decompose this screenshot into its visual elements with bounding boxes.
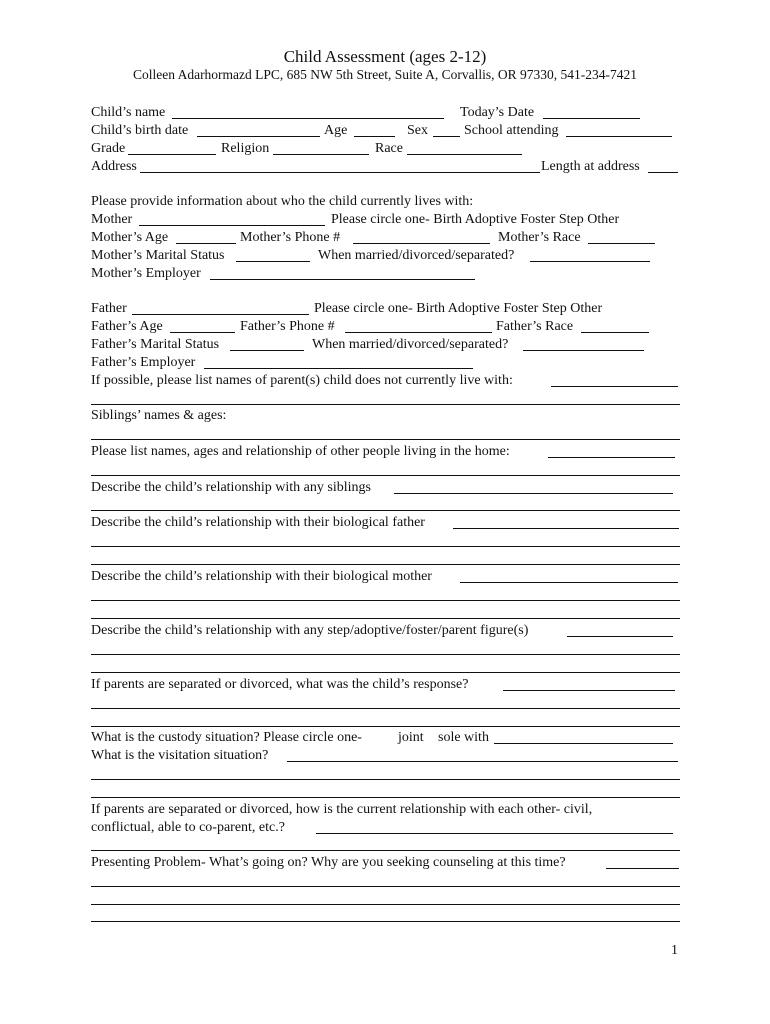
answer-line[interactable] xyxy=(91,546,680,547)
answer-line[interactable] xyxy=(91,510,680,511)
mother-name-field[interactable] xyxy=(139,211,325,226)
custody-label: What is the custody situation? Please circle one- xyxy=(91,730,362,745)
presenting-problem-field[interactable] xyxy=(606,854,679,869)
mothers-race-label: Mother’s Race xyxy=(498,230,581,245)
answer-line[interactable] xyxy=(91,779,680,780)
answer-line[interactable] xyxy=(91,797,680,798)
row-mother xyxy=(91,211,681,229)
mothers-employer-field[interactable] xyxy=(210,265,475,280)
row-divorce-response xyxy=(91,676,681,694)
row-grade xyxy=(91,140,681,158)
others-in-home-label: Please list names, ages and relationship of other people living in the home: xyxy=(91,444,510,459)
mother-when-married-label: When married/divorced/separated? xyxy=(318,248,515,263)
rel-siblings-field[interactable] xyxy=(394,479,673,494)
rel-step-field[interactable] xyxy=(567,622,673,637)
form-title: Child Assessment (ages 2-12) xyxy=(283,47,487,66)
mothers-marital-field[interactable] xyxy=(236,247,310,262)
row-current-rel-2 xyxy=(91,819,681,837)
rel-mother-label: Describe the child’s relationship with their biological mother xyxy=(91,569,432,584)
todays-date-label: Today’s Date xyxy=(460,105,535,120)
row-child-name xyxy=(91,104,681,122)
fathers-employer-field[interactable] xyxy=(204,354,473,369)
age-label: Age xyxy=(324,123,348,138)
answer-line[interactable] xyxy=(91,850,680,851)
fathers-marital-label: Father’s Marital Status xyxy=(91,337,220,352)
answer-line[interactable] xyxy=(91,672,680,673)
lives-with-prompt-text: Please provide information about who the child currently lives with: xyxy=(91,194,474,209)
answer-line[interactable] xyxy=(91,564,680,565)
answer-line[interactable] xyxy=(91,475,680,476)
fathers-employer-label: Father’s Employer xyxy=(91,355,196,370)
answer-line[interactable] xyxy=(91,618,680,619)
mothers-marital-label: Mother’s Marital Status xyxy=(91,248,225,263)
presenting-problem-label: Presenting Problem- What’s going on? Why are you seeking counseling at this time? xyxy=(91,855,566,870)
rel-step-label: Describe the child’s relationship with any step/adoptive/foster/parent figure(s) xyxy=(91,623,529,638)
answer-line[interactable] xyxy=(91,404,680,405)
fathers-race-field[interactable] xyxy=(581,318,649,333)
father-when-married-label: When married/divorced/separated? xyxy=(312,337,509,352)
divorce-response-label: If parents are separated or divorced, what was the child’s response? xyxy=(91,677,469,692)
fathers-phone-label: Father’s Phone # xyxy=(240,319,335,334)
row-custody xyxy=(91,729,681,747)
child-name-label: Child’s name xyxy=(91,105,166,120)
practice-contact: Colleen Adarhormazd LPC, 685 NW 5th Street, Suite A, Corvallis, OR 97330, 541-234-7421 xyxy=(132,67,638,82)
mothers-employer-label: Mother’s Employer xyxy=(91,266,201,281)
current-rel-label-line1: If parents are separated or divorced, how is the current relationship with each other- civil, xyxy=(91,802,593,817)
lives-with-prompt xyxy=(91,193,681,211)
mothers-phone-label: Mother’s Phone # xyxy=(240,230,341,245)
father-label: Father xyxy=(91,301,127,316)
current-rel-label-line2: conflictual, able to co-parent, etc.? xyxy=(91,820,285,835)
fathers-age-field[interactable] xyxy=(170,318,235,333)
row-current-rel-1 xyxy=(91,801,681,819)
length-at-address-label: Length at address xyxy=(541,159,640,174)
answer-line[interactable] xyxy=(91,726,680,727)
answer-line[interactable] xyxy=(91,921,680,922)
row-parents-not-living xyxy=(91,372,681,390)
row-mother-marital xyxy=(91,247,681,265)
address-label: Address xyxy=(91,159,137,174)
grade-label: Grade xyxy=(91,141,126,156)
rel-siblings-label: Describe the child’s relationship with any siblings xyxy=(91,480,371,495)
current-rel-field[interactable] xyxy=(316,819,673,834)
row-presenting-problem xyxy=(91,854,681,872)
mothers-phone-field[interactable] xyxy=(353,229,490,244)
religion-label: Religion xyxy=(221,141,270,156)
answer-line[interactable] xyxy=(91,708,680,709)
fathers-age-label: Father’s Age xyxy=(91,319,163,334)
row-mother-employer xyxy=(91,265,681,283)
mothers-race-field[interactable] xyxy=(588,229,655,244)
parents-not-living-field[interactable] xyxy=(551,372,678,387)
parents-not-living-label: If possible, please list names of parent(s) child does not currently live with: xyxy=(91,373,513,388)
fathers-phone-field[interactable] xyxy=(345,318,492,333)
length-at-address-field[interactable] xyxy=(648,158,678,173)
answer-line[interactable] xyxy=(91,439,680,440)
race-label: Race xyxy=(375,141,403,156)
visitation-field[interactable] xyxy=(287,747,678,762)
row-father-marital xyxy=(91,336,681,354)
address-field[interactable] xyxy=(140,158,540,173)
school-label: School attending xyxy=(464,123,559,138)
row-rel-siblings xyxy=(91,479,681,497)
todays-date-field[interactable] xyxy=(543,104,640,119)
school-field[interactable] xyxy=(566,122,672,137)
age-field[interactable] xyxy=(354,122,395,137)
grade-field[interactable] xyxy=(128,140,216,155)
row-rel-mother xyxy=(91,568,681,586)
rel-father-label: Describe the child’s relationship with their biological father xyxy=(91,515,425,530)
sex-field[interactable] xyxy=(433,122,460,137)
divorce-response-field[interactable] xyxy=(503,676,675,691)
custody-joint-option[interactable]: joint xyxy=(398,730,424,745)
page-number: 1 xyxy=(671,943,678,958)
row-father-age xyxy=(91,318,681,336)
siblings-label: Siblings’ names & ages: xyxy=(91,408,227,423)
rel-father-field[interactable] xyxy=(453,514,679,529)
custody-sole-option[interactable]: sole with xyxy=(438,730,489,745)
row-siblings xyxy=(91,407,681,425)
answer-line[interactable] xyxy=(91,886,680,887)
custody-sole-with-field[interactable] xyxy=(494,729,673,744)
row-visitation xyxy=(91,747,681,765)
sex-label: Sex xyxy=(407,123,428,138)
answer-line[interactable] xyxy=(91,600,680,601)
race-field[interactable] xyxy=(407,140,522,155)
rel-mother-field[interactable] xyxy=(460,568,678,583)
fathers-marital-field[interactable] xyxy=(230,336,304,351)
row-address xyxy=(91,158,681,176)
answer-line[interactable] xyxy=(91,904,680,905)
father-circle-one[interactable]: Please circle one- Birth Adoptive Foster Step Other xyxy=(314,301,603,316)
father-when-married-field[interactable] xyxy=(523,336,644,351)
row-father-employer xyxy=(91,354,681,372)
fathers-race-label: Father’s Race xyxy=(496,319,574,334)
row-others-in-home xyxy=(91,443,681,461)
mothers-age-label: Mother’s Age xyxy=(91,230,169,245)
father-name-field[interactable] xyxy=(132,300,309,315)
birth-date-label: Child’s birth date xyxy=(91,123,189,138)
mother-label: Mother xyxy=(91,212,133,227)
child-name-field[interactable] xyxy=(172,104,444,119)
mother-circle-one[interactable]: Please circle one- Birth Adoptive Foster Step Other xyxy=(331,212,620,227)
religion-field[interactable] xyxy=(273,140,369,155)
mothers-age-field[interactable] xyxy=(176,229,236,244)
others-in-home-field[interactable] xyxy=(548,443,675,458)
birth-date-field[interactable] xyxy=(197,122,320,137)
answer-line[interactable] xyxy=(91,654,680,655)
row-rel-step xyxy=(91,622,681,640)
visitation-label: What is the visitation situation? xyxy=(91,748,269,763)
row-father xyxy=(91,300,681,318)
row-rel-father xyxy=(91,514,681,532)
mother-when-married-field[interactable] xyxy=(530,247,650,262)
row-birth-date xyxy=(91,122,681,140)
row-mother-age xyxy=(91,229,681,247)
